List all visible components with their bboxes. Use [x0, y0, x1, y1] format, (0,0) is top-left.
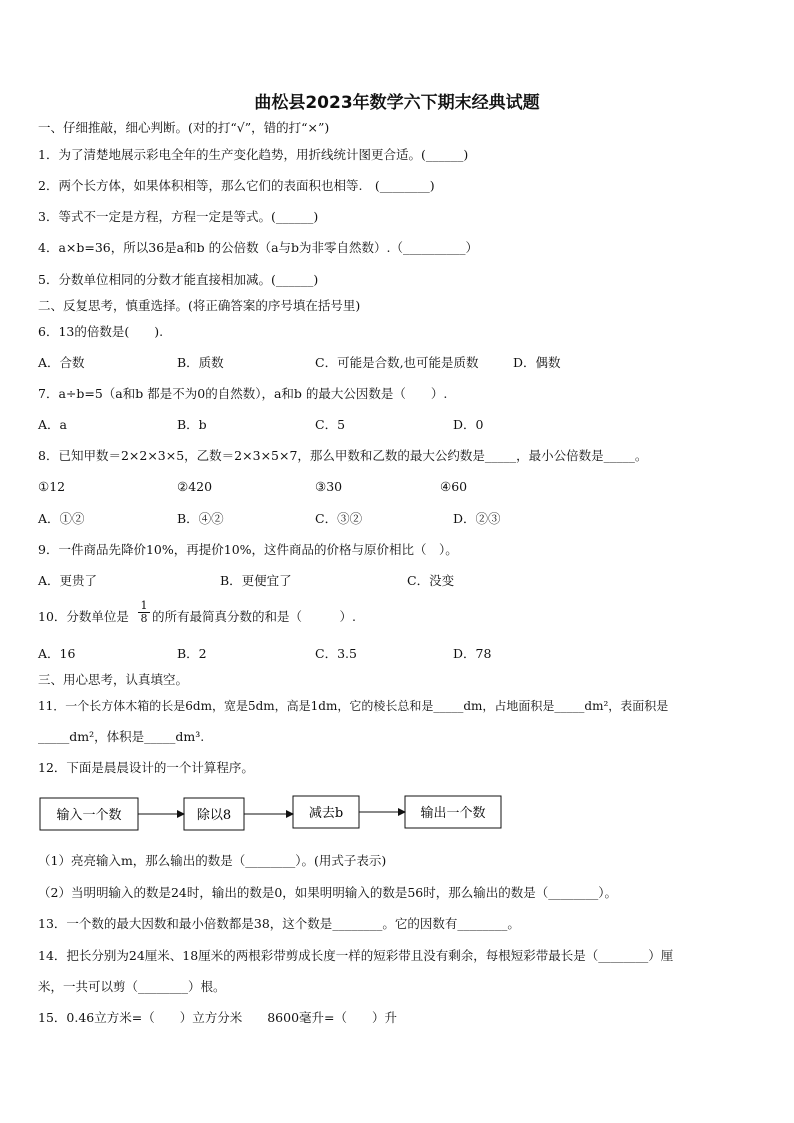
q6-option-a: A．合数: [38, 355, 85, 370]
question-12-part-2: （2）当明明输入的数是24时，输出的数是0，如果明明输入的数是56时，那么输出的数是（________）。: [38, 885, 617, 900]
q8-item-3: ③30: [315, 479, 343, 494]
q7-option-b: B．b: [177, 417, 207, 432]
question-10-prefix: 10．分数单位是: [38, 609, 129, 624]
question-14: 14．把长分别为24厘米、18厘米的两根彩带剪成长度一样的短彩带且没有剩余，每根短彩带最长是（________）厘: [38, 948, 674, 963]
q9-option-b: B．更便宜了: [220, 573, 292, 588]
question-12: 12．下面是晨晨设计的一个计算程序。: [38, 760, 254, 775]
q7-option-d: D．0: [453, 417, 484, 432]
question-13: 13．一个数的最大因数和最小倍数都是38，这个数是________。它的因数有________。: [38, 916, 520, 931]
page-title: 曲松县2023年数学六下期末经典试题: [254, 93, 540, 113]
question-9: 9．一件商品先降价10%，再提价10%，这件商品的价格与原价相比（ ）。: [38, 542, 458, 557]
question-7: 7．a÷b=5（a和b 都是不为0的自然数），a和b 的最大公因数是（ ）.: [38, 386, 448, 401]
q8-item-4: ④60: [440, 479, 468, 494]
q10-option-a: A．16: [38, 646, 76, 661]
question-8: 8．已知甲数＝2×2×3×5，乙数＝2×3×5×7，那么甲数和乙数的最大公约数是_____，最小公倍数是_____。: [38, 448, 648, 463]
flow-box-output-label: 输出一个数: [420, 806, 486, 821]
q8-item-1: ①12: [38, 479, 66, 494]
q6-option-d: D．偶数: [513, 355, 561, 370]
question-11-continued: _____dm²，体积是_____dm³.: [38, 729, 205, 744]
section-3-heading: 三、用心思考，认真填空。: [38, 672, 189, 687]
question-3: 3．等式不一定是方程，方程一定是等式。(______): [38, 209, 319, 224]
q8-option-b: B．④②: [177, 511, 224, 526]
flow-box-subtract-label: 减去b: [308, 806, 344, 821]
fraction-denominator: 8: [140, 612, 148, 625]
fraction-numerator: 1: [138, 600, 150, 613]
flow-box-input-label: 输入一个数: [56, 808, 122, 823]
question-4: 4．a×b=36，所以36是a和b 的公倍数（a与b为非零自然数）.（__________）: [38, 240, 479, 255]
section-2-heading: 二、反复思考，慎重选择。(将正确答案的序号填在括号里): [38, 298, 361, 313]
question-1: 1．为了清楚地展示彩电全年的生产变化趋势，用折线统计图更合适。(______): [38, 147, 469, 162]
q8-option-d: D．②③: [453, 511, 501, 526]
q6-option-b: B．质数: [177, 355, 224, 370]
question-14-continued: 米，一共可以剪（________）根。: [38, 979, 226, 994]
q9-option-c: C．没变: [407, 573, 455, 588]
question-12-part-1: （1）亮亮输入m，那么输出的数是（________）。(用式子表示): [38, 853, 387, 868]
question-5: 5．分数单位相同的分数才能直接相加减。(______): [38, 272, 319, 287]
q7-option-c: C．5: [315, 417, 346, 432]
q6-option-c: C．可能是合数,也可能是质数: [315, 355, 479, 370]
question-11: 11．一个长方体木箱的长是6dm，宽是5dm，高是1dm，它的棱长总和是_____dm，占地面积是_____dm²，表面积是: [38, 699, 669, 713]
q7-option-a: A．a: [38, 417, 67, 432]
section-1-heading: 一、仔细推敲，细心判断。(对的打“√”，错的打“×”): [38, 120, 330, 135]
question-10-suffix: 的所有最简真分数的和是（ ）.: [152, 609, 356, 624]
q8-item-2: ②420: [177, 479, 213, 494]
q8-option-c: C．③②: [315, 511, 363, 526]
flow-box-divide-label: 除以8: [196, 808, 232, 823]
q10-option-d: D．78: [453, 646, 492, 661]
q10-option-c: C．3.5: [315, 646, 357, 661]
question-2: 2．两个长方体，如果体积相等，那么它们的表面积也相等. (________): [38, 178, 435, 193]
question-15: 15．0.46立方米=（ ）立方分米 8600毫升=（ ）升: [38, 1010, 397, 1025]
question-6: 6．13的倍数是( ).: [38, 324, 164, 339]
q10-option-b: B．2: [177, 646, 207, 661]
q9-option-a: A．更贵了: [38, 573, 98, 588]
q8-option-a: A．①②: [38, 511, 85, 526]
